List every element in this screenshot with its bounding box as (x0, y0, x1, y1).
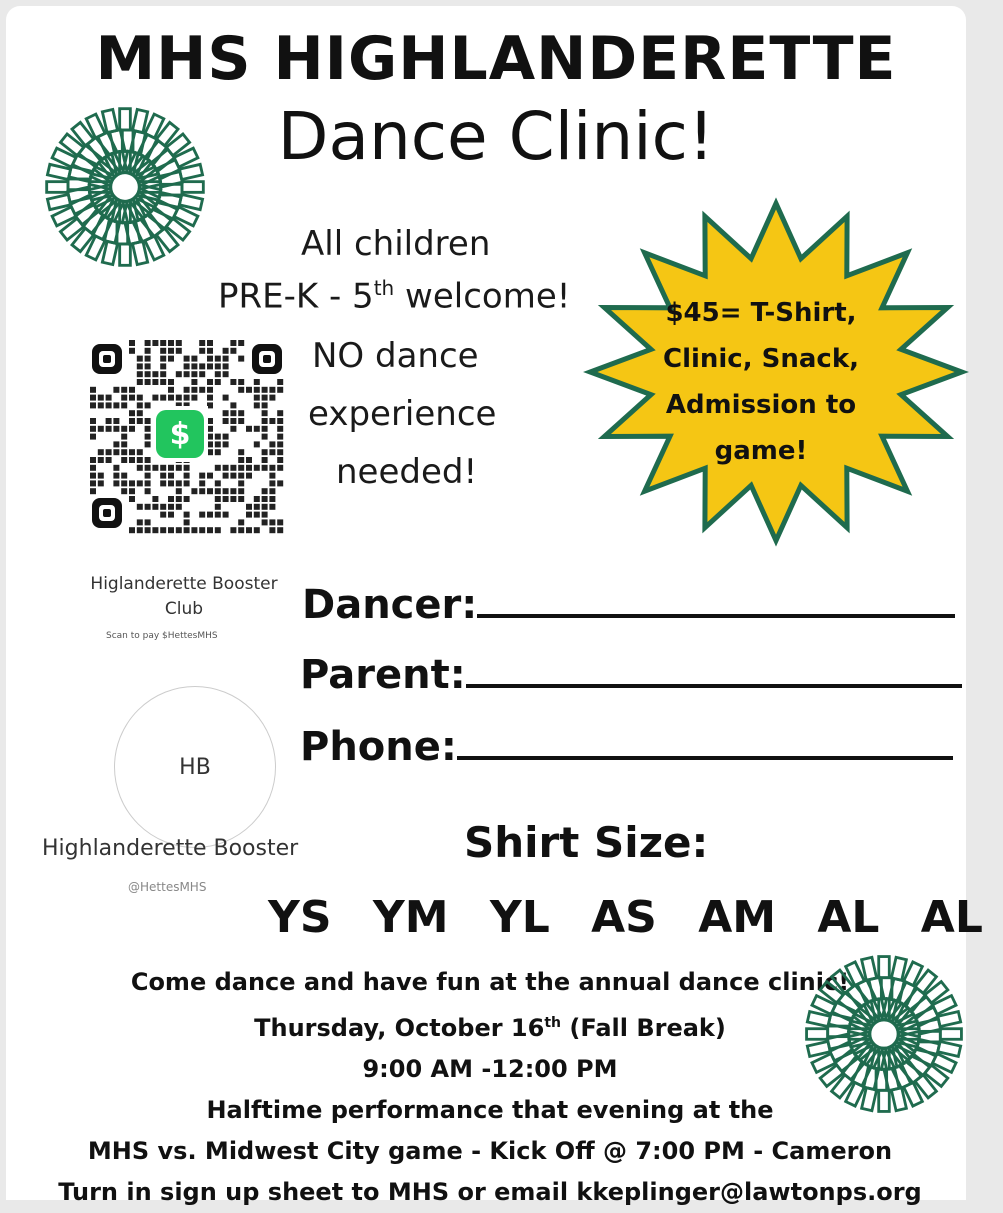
parent-line[interactable] (466, 650, 962, 688)
qr-code[interactable] (86, 336, 286, 536)
qr-title: Higlanderette Booster Club (90, 574, 278, 619)
size-option[interactable]: AL (920, 892, 983, 943)
size-option[interactable]: YL (489, 892, 550, 943)
account-name: Highlanderette Booster (42, 836, 299, 861)
phone-field[interactable] (300, 722, 953, 770)
avatar-initials: HB (179, 754, 211, 780)
qr-caption: Scan to pay $HettesMHS (106, 631, 218, 641)
shirt-size-label: Shirt Size: (464, 818, 709, 867)
cashapp-symbol: $ (169, 417, 191, 452)
details-line-3: 9:00 AM -12:00 PM (362, 1055, 618, 1083)
phone-label: Phone: (300, 724, 457, 770)
size-option[interactable]: AS (591, 892, 657, 943)
flyer-title: MHS HIGHLANDERETTE (95, 24, 897, 94)
parent-label: Parent: (300, 652, 466, 698)
flyer (6, 6, 983, 1206)
pompom-icon (796, 946, 972, 1122)
phone-line[interactable] (457, 722, 953, 760)
size-option[interactable]: AL (817, 892, 880, 943)
intro-line-1: All children (301, 224, 491, 264)
details-line-2: Thursday, October 16th (Fall Break) (254, 1014, 726, 1042)
dancer-label: Dancer: (302, 582, 478, 628)
details-line-5: MHS vs. Midwest City game - Kick Off @ 7:00 PM - Cameron (87, 1137, 893, 1165)
details-line-4: Halftime performance that evening at the (206, 1096, 774, 1124)
intro-line-5: needed! (336, 452, 478, 492)
flyer-subtitle: Dance Clinic! (277, 98, 715, 175)
pompom-icon (36, 98, 214, 276)
account-handle: @HettesMHS (128, 880, 207, 894)
size-option[interactable]: YS (268, 892, 332, 943)
size-option[interactable]: YM (372, 892, 449, 943)
avatar (114, 686, 276, 848)
intro-line-2: PRE-K - 5th welcome! (218, 276, 571, 317)
intro-line-4: experience (308, 394, 497, 434)
price-text: $45= T-Shirt, Clinic, Snack, Admission to game! (662, 298, 860, 466)
details-line-1: Come dance and have fun at the annual dance clinic! (130, 968, 850, 996)
parent-field[interactable] (300, 650, 962, 698)
details-line-6: Turn in sign up sheet to MHS or email kkeplinger@lawtonps.org (58, 1178, 922, 1206)
intro-line-3: NO dance (312, 336, 479, 376)
dancer-line[interactable] (477, 580, 955, 618)
dancer-field[interactable] (302, 580, 955, 628)
shirt-size-options (268, 892, 1003, 943)
size-option[interactable]: AM (698, 892, 777, 943)
